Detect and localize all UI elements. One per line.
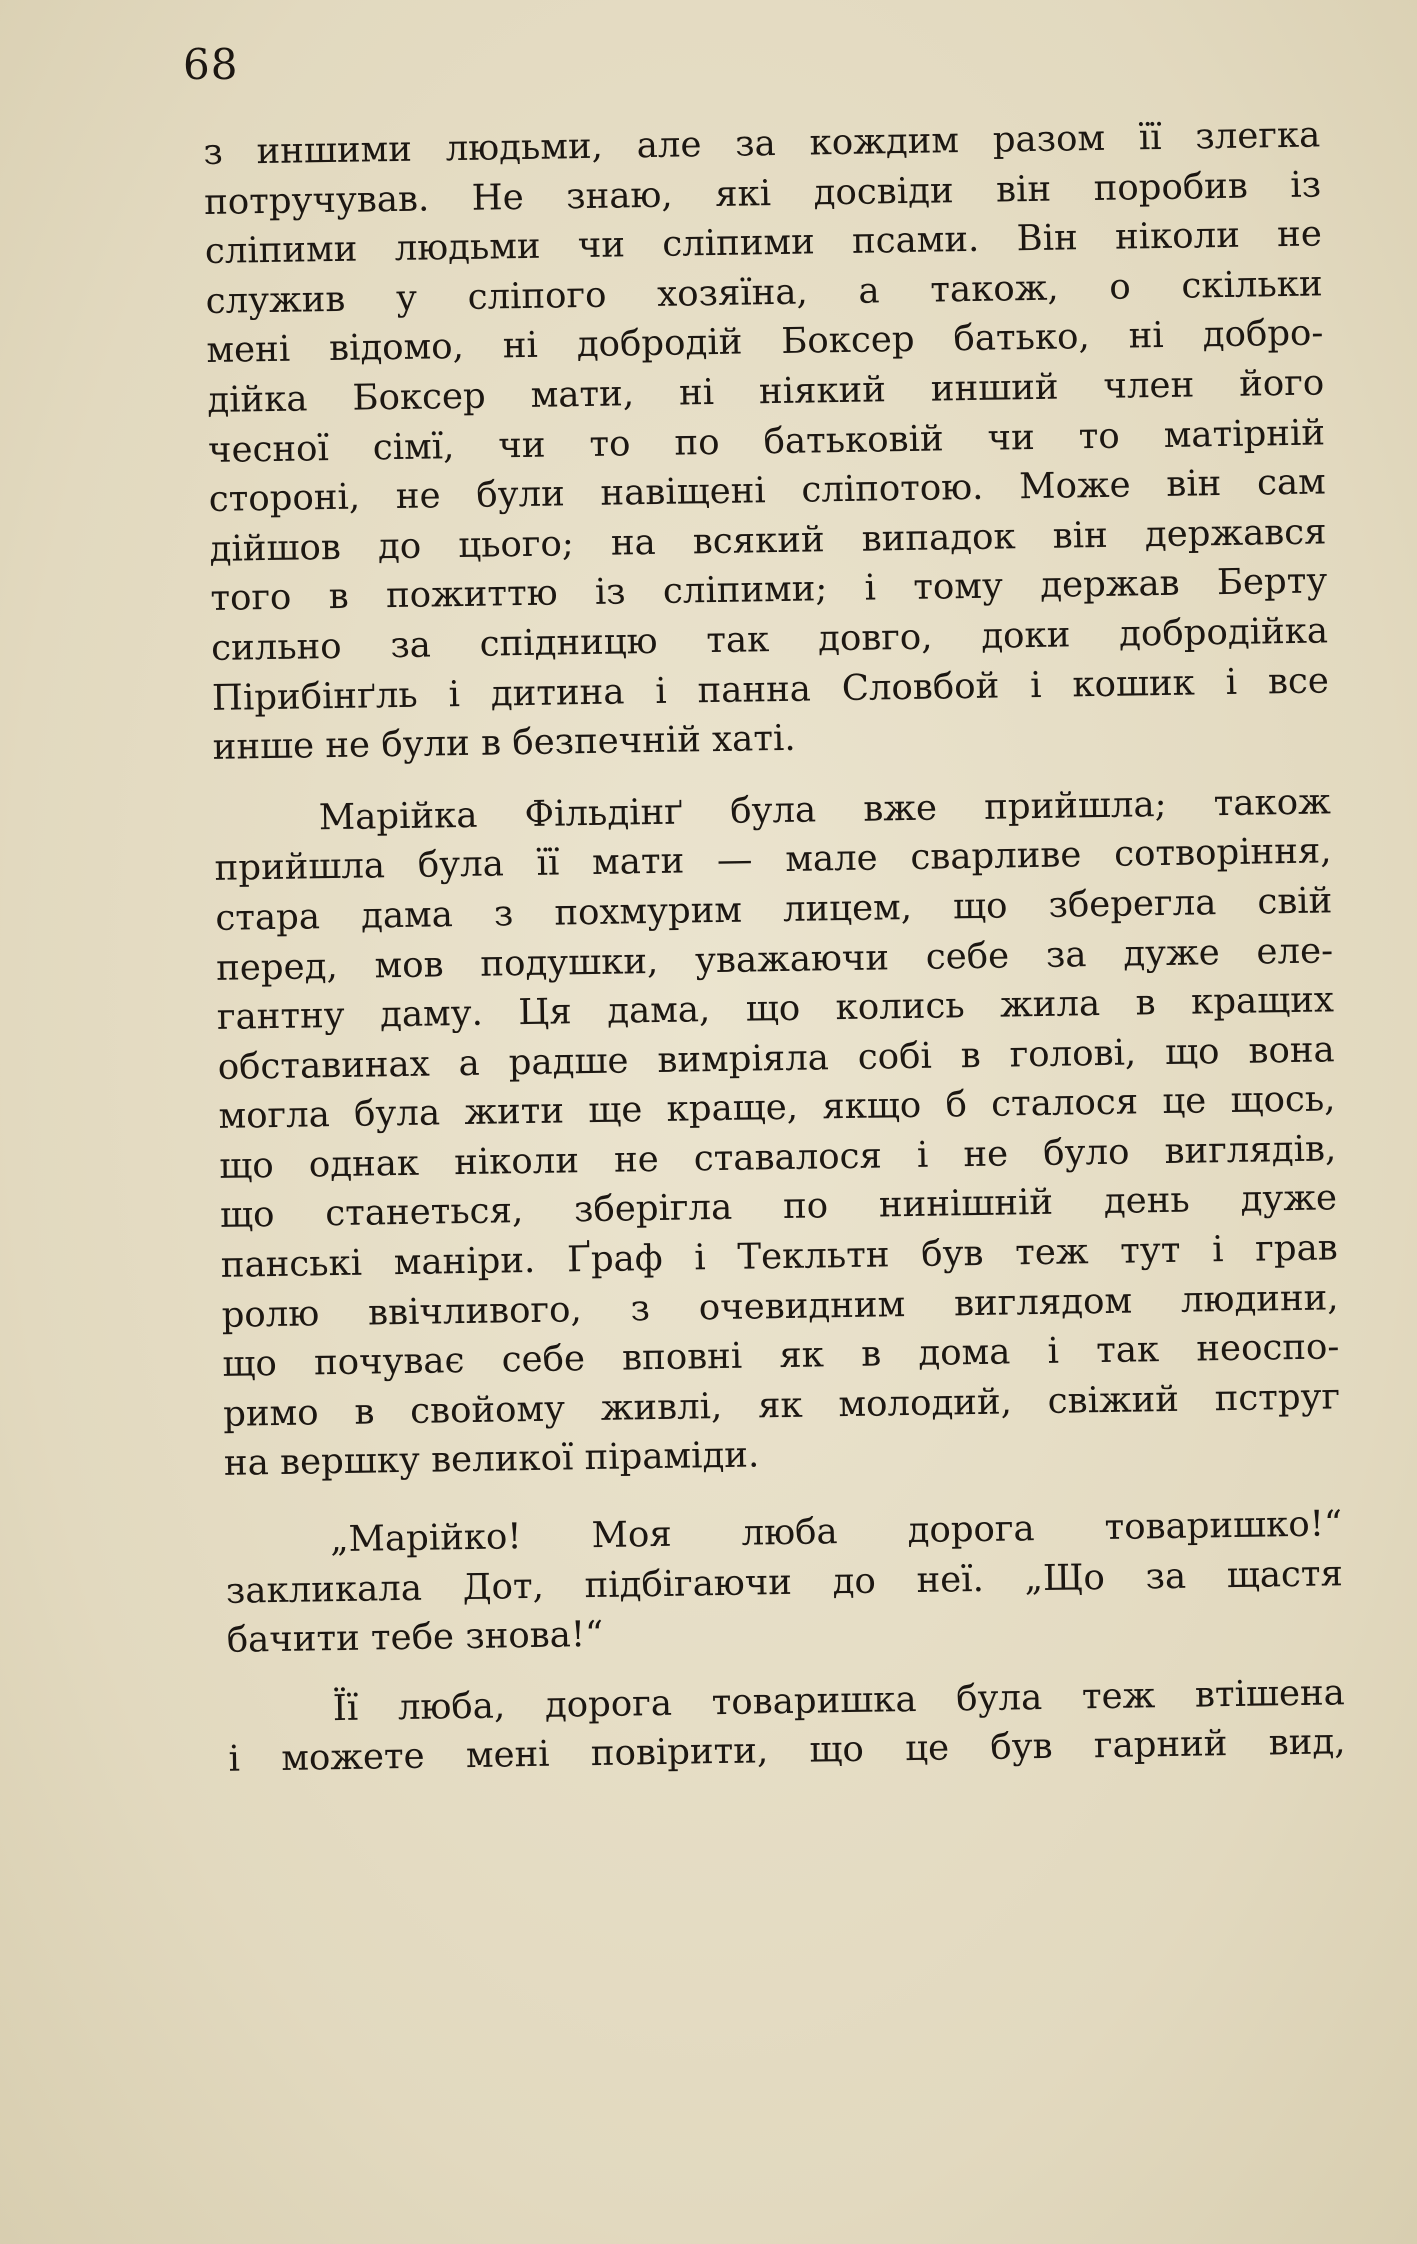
text-line: з иншими людьми, але за кождим разом її злегка [203, 114, 1321, 173]
text-line: „Марійко! Моя люба дорога товаришко!“ [329, 1503, 1343, 1561]
text-line: що станеться, зберігла по нинішній день дуже [219, 1177, 1338, 1237]
text-line: бачити тебе знова!“ [226, 1614, 604, 1662]
text-line: сліпими людьми чи сліпими псами. Він ніколи не [204, 213, 1323, 273]
text-line: гантну даму. Ця дама, що колись жила в кращих [216, 979, 1335, 1038]
text-line: Її люба, дорога товаришка була теж втішена [332, 1672, 1346, 1729]
text-line: того в пожиттю із сліпими; і тому держав Берту [210, 560, 1328, 620]
body-text [203, 110, 1346, 1784]
text-line: чесної сімї, чи то по батьковій чи то матірній [207, 411, 1326, 471]
text-line: стара дама з похмурим лицем, що зберегла свій [215, 880, 1333, 939]
text-line: инше не були в безпечній хаті. [212, 717, 796, 769]
text-line: панські маніри. Ґраф і Текльтн був теж тут і грав [220, 1227, 1339, 1286]
text-line: стороні, не були навіщені сліпотою. Може він сам [208, 461, 1327, 521]
page-number: 68 [183, 40, 239, 89]
paragraph-1 [203, 110, 1330, 772]
text-line: що почуває себе вповні як в дома і так неоспо- [222, 1326, 1340, 1386]
text-line: служив у сліпого хозяїна, а також, о скільки [205, 263, 1323, 322]
text-line: могла була жити ще краще, якщо б сталося це щось, [218, 1078, 1336, 1138]
text-line: прийшла була її мати — мале сварливе сотворіння, [214, 830, 1332, 890]
text-line: перед, мов подушки, уважаючи себе за дуже еле- [215, 929, 1334, 989]
text-line: Пірибінґль і дитина і панна Словбой і кошик і все [211, 659, 1330, 719]
text-line: римо в свойому живлі, як молодий, свіжий пструг [222, 1376, 1341, 1435]
text-line: ролю ввічливого, з очевидним виглядом людини, [221, 1276, 1339, 1336]
paragraph-3 [225, 1499, 1344, 1665]
paragraph-2 [213, 777, 1341, 1489]
text-line: мені відомо, ні добродій Боксер батько, ні добро- [206, 312, 1324, 372]
text-line: потручував. Не знаю, які досвіди він поробив із [203, 164, 1322, 223]
text-line: що однак ніколи не ставалося і не було виглядів, [218, 1128, 1337, 1187]
text-line: сильно за спідницю так довго, доки добродійка [210, 610, 1329, 669]
text-line: дійшов до цього; на всякий випадок він державcя [209, 511, 1327, 570]
text-line: обставинах а радше вимріяла собі в голові, що вона [217, 1029, 1335, 1088]
text-line: і можете мені повірити, що це був гарний вид, [228, 1721, 1346, 1781]
paragraph-4 [227, 1668, 1345, 1785]
text-line: на вершку великої піраміди. [223, 1434, 760, 1485]
text-line: дійка Боксер мати, ні ніякий инший член його [206, 362, 1325, 421]
text-line: Марійка Фільдінґ була вже прийшла; також [318, 781, 1332, 838]
text-line: закликала Дот, підбігаючи до неї. „Що за щастя [225, 1552, 1344, 1612]
